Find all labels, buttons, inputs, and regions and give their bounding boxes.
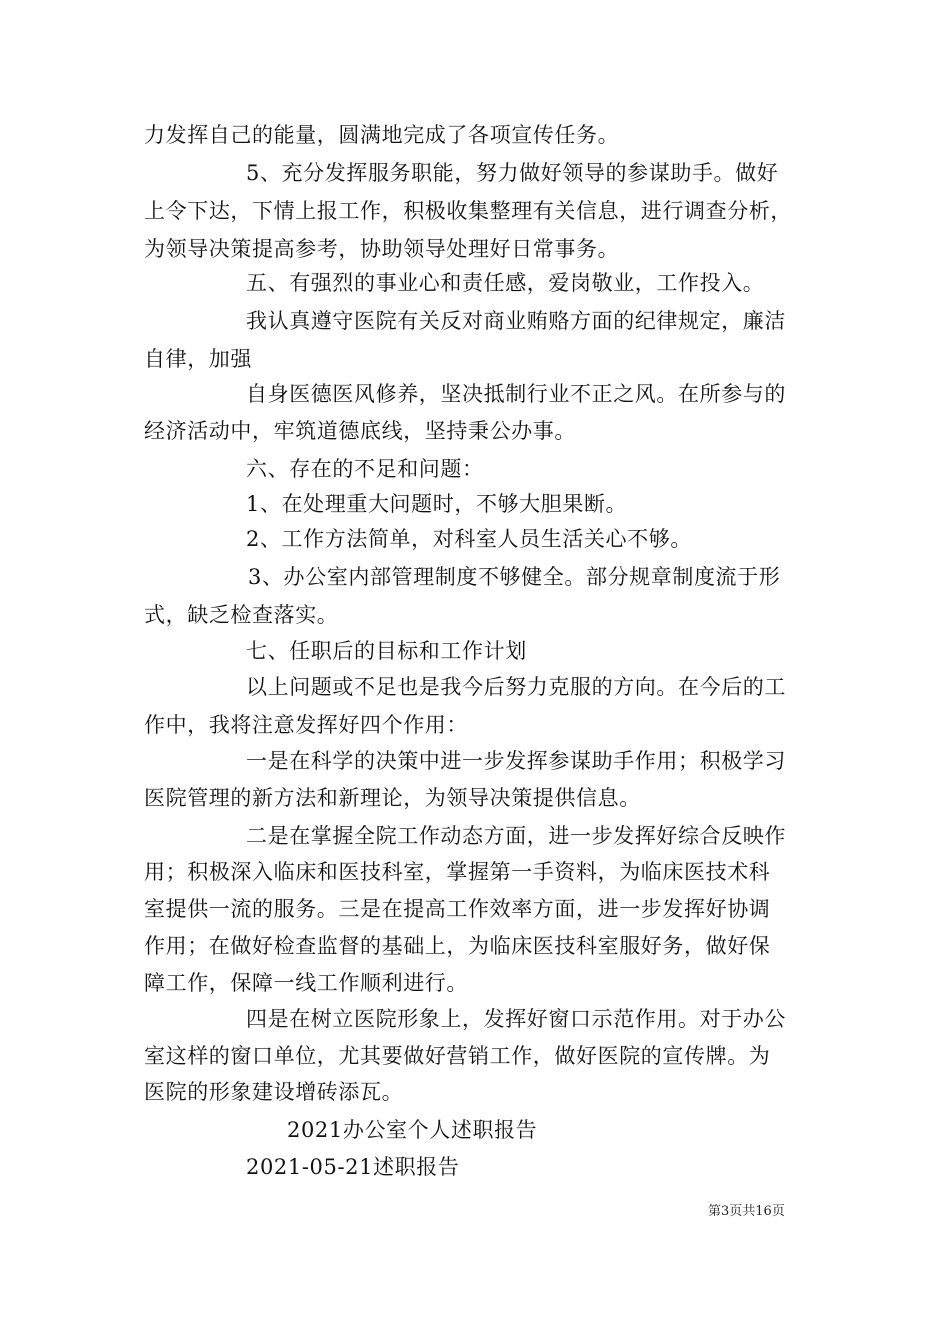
text-line: 式，缺乏检查落实。 — [144, 603, 339, 627]
section-heading: 六、存在的不足和问题： — [246, 457, 484, 481]
text-line: 为领导决策提高参考，协助领导处理好日常事务。 — [144, 237, 620, 261]
text-line: 作用；在做好检查监督的基础上，为临床医技科室服好务，做好保 — [144, 934, 771, 958]
text-line: 自身医德医风修养，坚决抵制行业不正之风。在所参与的 — [246, 382, 786, 406]
text-line: 医院管理的新方法和新理论，为领导决策提供信息。 — [144, 786, 641, 810]
text-line: 室提供一流的服务。三是在提高工作效率方面，进一步发挥好协调 — [144, 897, 771, 921]
text-line: 医院的形象建设增砖添瓦。 — [144, 1080, 404, 1104]
text-line: 四是在树立医院形象上，发挥好窗口示范作用。对于办公 — [246, 1007, 786, 1031]
page-number-footer: 第3页共16页 — [708, 1204, 785, 1219]
text-line: 室这样的窗口单位，尤其要做好营销工作，做好医院的宣传牌。为 — [144, 1044, 771, 1068]
text-line: 我认真遵守医院有关反对商业贿赂方面的纪律规定，廉洁 — [246, 309, 786, 333]
text-line: 二是在掌握全院工作动态方面，进一步发挥好综合反映作 — [246, 824, 786, 848]
text-line: 2、工作方法简单，对科室人员生活关心不够。 — [246, 527, 692, 551]
text-line: 3、办公室内部管理制度不够健全。部分规章制度流于形 — [248, 565, 781, 589]
report-title: 2021办公室个人述职报告 — [287, 1118, 538, 1142]
text-line: 以上问题或不足也是我今后努力克服的方向。在今后的工 — [246, 675, 786, 699]
text-line: 用；积极深入临床和医技科室，掌握第一手资料，为临床医技术科 — [144, 860, 771, 884]
section-heading: 五、有强烈的事业心和责任感，爱岗敬业，工作投入。 — [246, 271, 765, 295]
text-line: 1、在处理重大问题时，不够大胆果断。 — [246, 492, 628, 516]
text-line: 力发挥自己的能量，圆满地完成了各项宣传任务。 — [144, 123, 620, 147]
text-line: 作中，我将注意发挥好四个作用： — [144, 713, 468, 737]
text-line: 经济活动中，牢筑道德底线，坚持秉公办事。 — [144, 419, 576, 443]
text-line: 自律，加强 — [144, 347, 252, 371]
text-line: 5、充分发挥服务职能，努力做好领导的参谋助手。做好 — [246, 161, 779, 185]
section-heading: 七、任职后的目标和工作计划 — [246, 639, 527, 663]
text-line: 上令下达，下情上报工作，积极收集整理有关信息，进行调查分析， — [144, 199, 792, 223]
text-line: 一是在科学的决策中进一步发挥参谋助手作用；积极学习 — [246, 749, 786, 773]
report-date-line: 2021-05-21述职报告 — [246, 1155, 460, 1179]
text-line: 障工作，保障一线工作顺利进行。 — [144, 971, 468, 995]
